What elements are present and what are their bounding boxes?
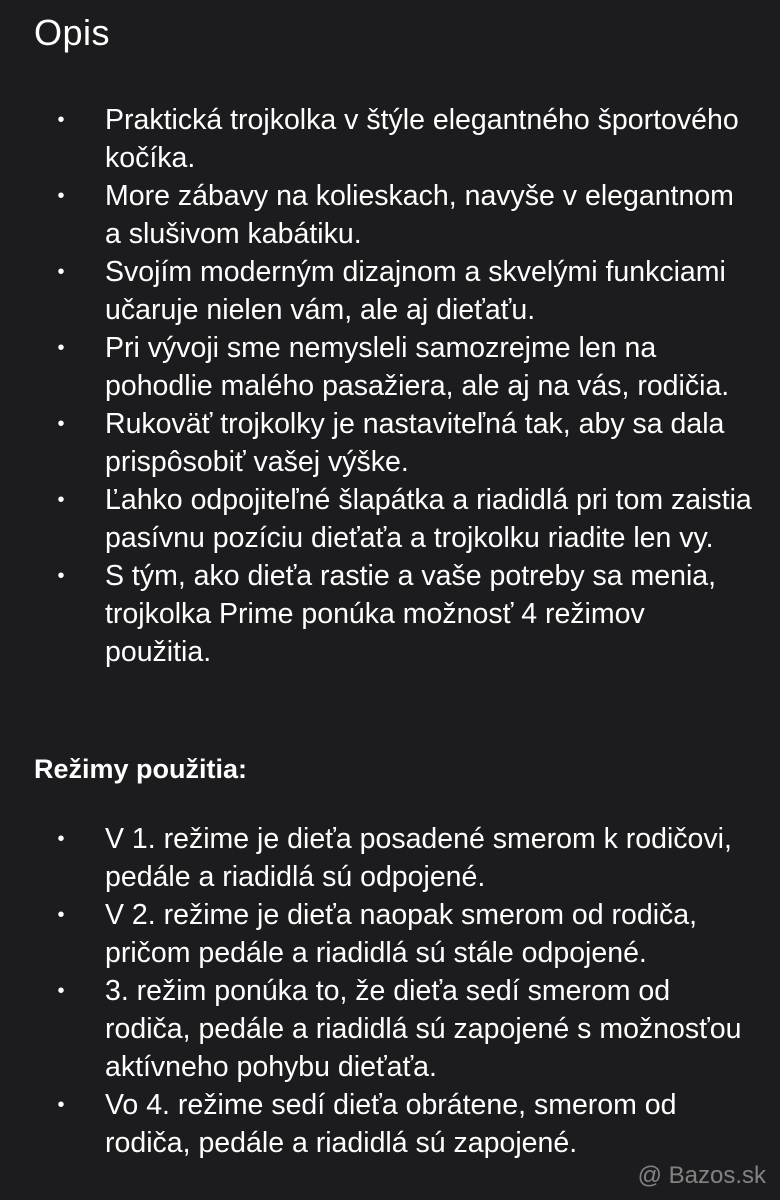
list-item [0,557,780,671]
list-item-text: More zábavy na kolieskach, navyše v elegantnom a slušivom kabátiku. [105,180,734,250]
watermark: @ Bazos.sk [637,1162,766,1189]
list-item-text: Rukoväť trojkolky je nastaviteľná tak, aby sa dala prispôsobiť vašej výške. [105,408,725,478]
modes-list [0,820,780,1162]
bullet-icon: • [57,565,65,587]
bullet-icon: • [57,109,65,131]
bullet-icon: • [57,980,65,1002]
bullet-icon: • [57,413,65,435]
bullet-icon: • [57,261,65,283]
page-title: Opis [34,12,111,53]
list-item [0,101,780,177]
modes-heading: Režimy použitia: [34,754,248,784]
list-item-text: V 1. režime je dieťa posadené smerom k rodičovi, pedále a riadidlá sú odpojené. [105,823,732,893]
list-item-text: Ľahko odpojiteľné šlapátka a riadidlá pri tom zaistia pasívnu pozíciu dieťaťa a trojkolku riadite len vy. [105,484,752,554]
bullet-icon: • [57,828,65,850]
list-item [0,329,780,405]
list-item [0,1086,780,1162]
list-item [0,820,780,896]
features-list [0,101,780,671]
list-item [0,972,780,1086]
list-item-text: V 2. režime je dieťa naopak smerom od rodiča, pričom pedále a riadidlá sú stále odpojené. [105,899,698,969]
list-item-text: Pri vývoji sme nemysleli samozrejme len na pohodlie malého pasažiera, ale aj na vás, rodičia. [105,332,730,402]
bullet-icon: • [57,904,65,926]
list-item [0,405,780,481]
list-item-text: Praktická trojkolka v štýle elegantného športového kočíka. [105,104,739,174]
list-item [0,177,780,253]
bullet-icon: • [57,1094,65,1116]
list-item-text: S tým, ako dieťa rastie a vaše potreby sa menia, trojkolka Prime ponúka možnosť 4 režimov použitia. [105,560,717,668]
list-item-text: 3. režim ponúka to, že dieťa sedí smerom od rodiča, pedále a riadidlá sú zapojené s možnosťou aktívneho pohybu dieťaťa. [105,975,742,1083]
list-item [0,481,780,557]
list-item-text: Vo 4. režime sedí dieťa obrátene, smerom od rodiča, pedále a riadidlá sú zapojené. [105,1089,677,1159]
bullet-icon: • [57,489,65,511]
list-item-text: Svojím moderným dizajnom a skvelými funkciami učaruje nielen vám, ale aj dieťaťu. [105,256,726,326]
list-item [0,253,780,329]
list-item [0,896,780,972]
bullet-icon: • [57,185,65,207]
bullet-icon: • [57,337,65,359]
